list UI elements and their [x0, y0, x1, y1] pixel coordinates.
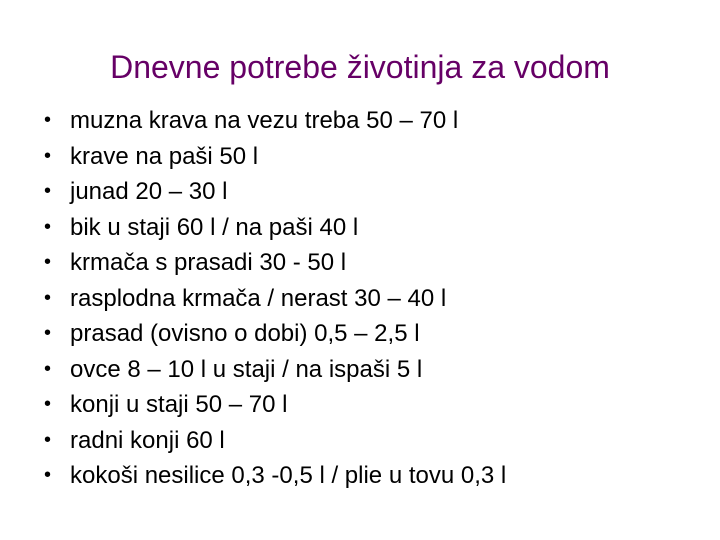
list-item-text: prasad (ovisno o dobi) 0,5 – 2,5 l [70, 320, 420, 347]
slide-title: Dnevne potrebe životinja za vodom [110, 49, 610, 85]
list-item-text: rasplodna krmača / nerast 30 – 40 l [70, 284, 447, 312]
bullet-list [44, 103, 704, 494]
bullet-icon: • [44, 464, 52, 486]
list-item-text: kokoši nesilice 0,3 -0,5 l / plie u tovu 0,3 l [70, 462, 507, 489]
bullet-icon: • [44, 428, 52, 451]
list-item [44, 281, 704, 317]
list-item [44, 210, 704, 246]
list-item-text: radni konji 60 l [70, 426, 225, 454]
list-item-text: krave na paši 50 l [70, 142, 259, 170]
list-item-text: ovce 8 – 10 l u staji / na ispaši 5 l [70, 355, 423, 383]
list-item [44, 139, 704, 175]
bullet-icon: • [44, 286, 52, 309]
list-item-text: krmača s prasadi 30 - 50 l [70, 249, 347, 276]
list-item [44, 423, 704, 459]
bullet-icon: • [44, 357, 52, 380]
list-item [44, 316, 704, 352]
list-item [44, 174, 704, 210]
bullet-icon: • [44, 144, 52, 167]
bullet-icon: • [44, 180, 52, 202]
list-item [44, 245, 704, 281]
list-item [44, 352, 704, 388]
bullet-icon: • [44, 393, 52, 415]
bullet-icon: • [44, 215, 52, 238]
bullet-icon: • [44, 109, 52, 131]
list-item-text: muzna krava na vezu treba 50 – 70 l [70, 107, 459, 134]
bullet-icon: • [44, 322, 52, 344]
list-item-text: konji u staji 50 – 70 l [70, 391, 288, 418]
list-item-text: bik u staji 60 l / na paši 40 l [70, 213, 359, 241]
list-item [44, 458, 704, 494]
bullet-icon: • [44, 251, 52, 273]
list-item-text: junad 20 – 30 l [70, 178, 228, 205]
list-item [44, 103, 704, 139]
list-item [44, 387, 704, 423]
